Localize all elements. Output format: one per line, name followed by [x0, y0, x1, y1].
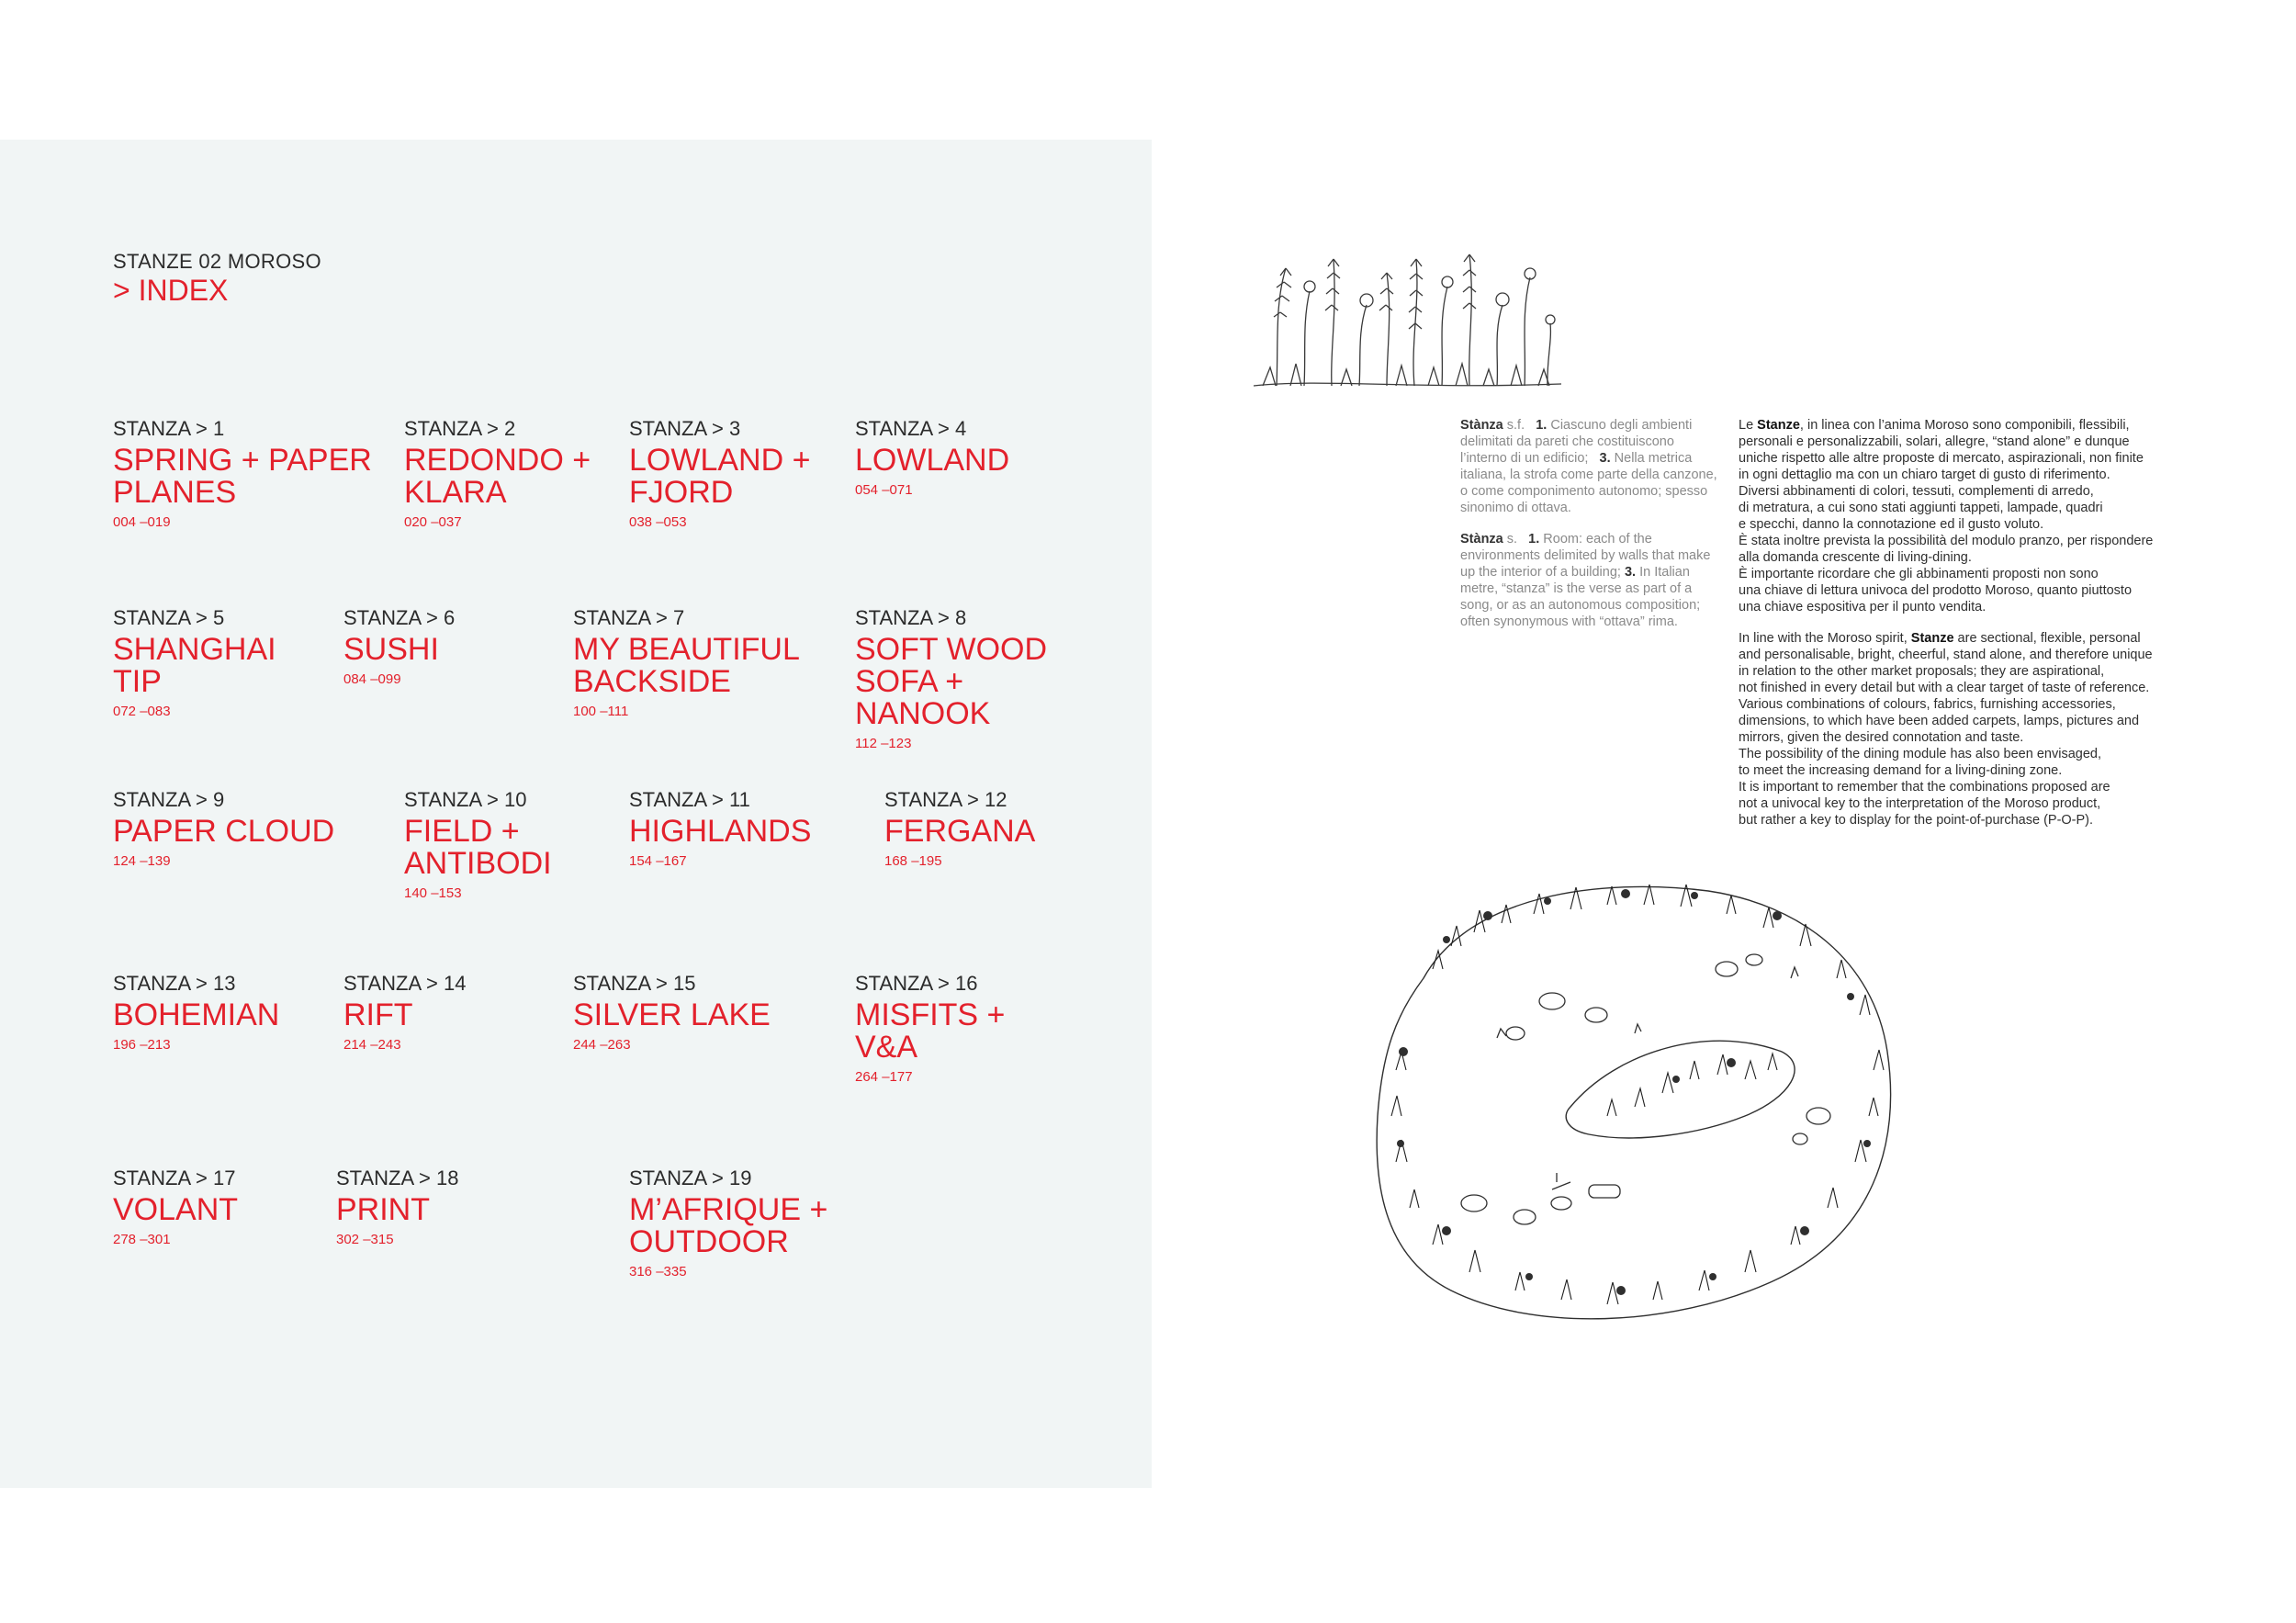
stanza-number: STANZA > 2: [404, 417, 516, 440]
stanza-title: PRINT: [336, 1192, 430, 1227]
stanza-number: STANZA > 17: [113, 1167, 236, 1189]
series-title: STANZE 02 MOROSO: [113, 250, 321, 273]
index-entry[interactable]: [113, 788, 334, 870]
stanza-title: SILVER LAKE: [573, 997, 771, 1032]
index-entry[interactable]: [404, 788, 552, 902]
stanza-title: LOWLAND + FJORD: [629, 443, 811, 510]
stanza-number: STANZA > 3: [629, 417, 741, 440]
stanza-number: STANZA > 7: [573, 606, 685, 629]
stanza-pages: 214 –243: [343, 1037, 401, 1053]
stanza-pages: 278 –301: [113, 1232, 171, 1247]
stanza-title: SUSHI: [343, 632, 439, 667]
stanza-pages: 168 –195: [884, 853, 942, 869]
stanza-pages: 004 –019: [113, 514, 171, 530]
stanza-pages: 038 –053: [629, 514, 687, 530]
stanza-number: STANZA > 12: [884, 788, 1007, 811]
stanza-number: STANZA > 14: [343, 972, 467, 995]
index-entry[interactable]: [629, 788, 811, 870]
stanza-title: M’AFRIQUE + OUTDOOR: [629, 1192, 828, 1259]
stanza-pages: 264 –177: [855, 1069, 913, 1085]
index-entry[interactable]: [404, 417, 591, 531]
description-english: In line with the Moroso spirit, Stanze are sectional, flexible, personal and personalisable, bright, cheerful, stand alone, and therefore unique in relation to the other market proposals; they are aspirational, not finished in every detail but with a clear target of taste of reference. Various combinations of colours, fabrics, furnishing accessories, dimensions, to which have been added carpets, lamps, pictures and mirrors, given the desired connotation and taste. The possibility of the dining module has also been envisaged, to meet the increasing demand for a living-dining zone. It is important to remember that the combinations proposed are not a univocal key to the interpretation of the Moroso product, but rather a key to display for the point-of-purchase (P-O-P).: [1739, 631, 2153, 828]
stanza-title: VOLANT: [113, 1192, 239, 1227]
stanza-pages: 316 –335: [629, 1264, 687, 1279]
index-heading: > INDEX: [113, 274, 229, 307]
index-entry[interactable]: [113, 606, 276, 720]
stanza-number: STANZA > 8: [855, 606, 967, 629]
stanza-title: PAPER CLOUD: [113, 814, 335, 849]
stanza-title: REDONDO + KLARA: [404, 443, 591, 510]
index-entry[interactable]: [573, 972, 771, 1054]
stanza-pages: 140 –153: [404, 885, 462, 901]
index-entry[interactable]: [855, 417, 1009, 499]
stanza-title: FERGANA: [884, 814, 1036, 849]
stanza-pages: 100 –111: [573, 704, 629, 719]
stanza-pages: 196 –213: [113, 1037, 171, 1053]
stanza-number: STANZA > 9: [113, 788, 225, 811]
definition-word: Stànza: [1460, 418, 1503, 433]
stanza-number: STANZA > 4: [855, 417, 967, 440]
index-entry[interactable]: [884, 788, 1035, 870]
stanza-number: STANZA > 6: [343, 606, 456, 629]
stanza-title: MY BEAUTIFUL BACKSIDE: [573, 632, 800, 699]
definition-italian: Stànza s.f. 1. Ciascuno degli ambienti delimitati da pareti che costituiscono l’interno di un edificio; 3. Nella metrica italiana, la strofa come parte della canzone, o come componimento autonomo; spesso sinonimo di ottava.: [1460, 418, 1717, 515]
index-entry[interactable]: [343, 972, 466, 1054]
index-entry[interactable]: [336, 1167, 458, 1248]
stanza-number: STANZA > 15: [573, 972, 696, 995]
stanza-pages: 020 –037: [404, 514, 462, 530]
garden-island-sketch: [1359, 840, 1910, 1341]
description-text: [1739, 417, 2216, 843]
stanza-number: STANZA > 10: [404, 788, 527, 811]
index-entry[interactable]: [113, 417, 372, 531]
index-entry[interactable]: [343, 606, 455, 688]
stanza-title: LOWLAND: [855, 443, 1010, 478]
stanza-title: BOHEMIAN: [113, 997, 280, 1032]
stanza-title: FIELD + ANTIBODI: [404, 814, 552, 881]
stanza-number: STANZA > 1: [113, 417, 225, 440]
stanza-pages: 054 –071: [855, 482, 913, 498]
stanza-title: SHANGHAI TIP: [113, 632, 276, 699]
stanza-title: SOFT WOOD SOFA + NANOOK: [855, 632, 1048, 731]
stanza-definition: [1460, 417, 1722, 645]
index-entry[interactable]: [629, 417, 810, 531]
stanza-pages: 154 –167: [629, 853, 687, 869]
stanza-number: STANZA > 13: [113, 972, 236, 995]
stanza-title: RIFT: [343, 997, 413, 1032]
index-entry[interactable]: [855, 606, 1047, 752]
index-entry[interactable]: [855, 972, 1005, 1086]
stanza-pages: 112 –123: [855, 736, 912, 751]
stanza-pages: 084 –099: [343, 671, 401, 687]
stanza-number: STANZA > 5: [113, 606, 225, 629]
description-italian: Le Stanze, in linea con l’anima Moroso sono componibili, flessibili, personali e personalizzabili, solari, allegre, “stand alone” e dunque uniche rispetto alle altre proposte di mercato, aspirazionali, non finite in ogni dettaglio ma con un chiaro target di gusto di riferimento. Diversi abbinamenti di colori, tessuti, complementi di arredo, di metratura, a cui sono stati aggiunti tappeti, lampade, quadri e specchi, danno la connotazione ed il gusto voluto. È stata inoltre prevista la possibilità del modulo pranzo, per rispondere alla domanda crescente di living-dining. È importante ricordare che gli abbinamenti proposti non sono una chiave di lettura univoca del prodotto Moroso, quanto piuttosto una chiave espositiva per il punto vendita.: [1739, 418, 2154, 614]
stanza-title: HIGHLANDS: [629, 814, 812, 849]
stanza-title: MISFITS + V&A: [855, 997, 1006, 1065]
flowers-sketch: [1249, 241, 1566, 392]
index-entry[interactable]: [113, 972, 279, 1054]
stanza-number: STANZA > 18: [336, 1167, 459, 1189]
stanza-title: SPRING + PAPER PLANES: [113, 443, 372, 510]
stanza-pages: 302 –315: [336, 1232, 394, 1247]
index-entry[interactable]: [573, 606, 800, 720]
stanza-pages: 244 –263: [573, 1037, 631, 1053]
stanza-number: STANZA > 19: [629, 1167, 752, 1189]
stanza-number: STANZA > 11: [629, 788, 750, 811]
stanza-number: STANZA > 16: [855, 972, 978, 995]
definition-word: Stànza: [1460, 532, 1503, 547]
index-entry[interactable]: [113, 1167, 238, 1248]
stanza-pages: 124 –139: [113, 853, 171, 869]
index-entry[interactable]: [629, 1167, 827, 1280]
stanza-pages: 072 –083: [113, 704, 171, 719]
definition-english: Stànza s. 1. Room: each of the environments delimited by walls that make up the interior of a building; 3. In Italian metre, “stanza” is the verse as part of a song, or as an autonomous composition; often synonymous with “ottava” rima.: [1460, 532, 1711, 629]
